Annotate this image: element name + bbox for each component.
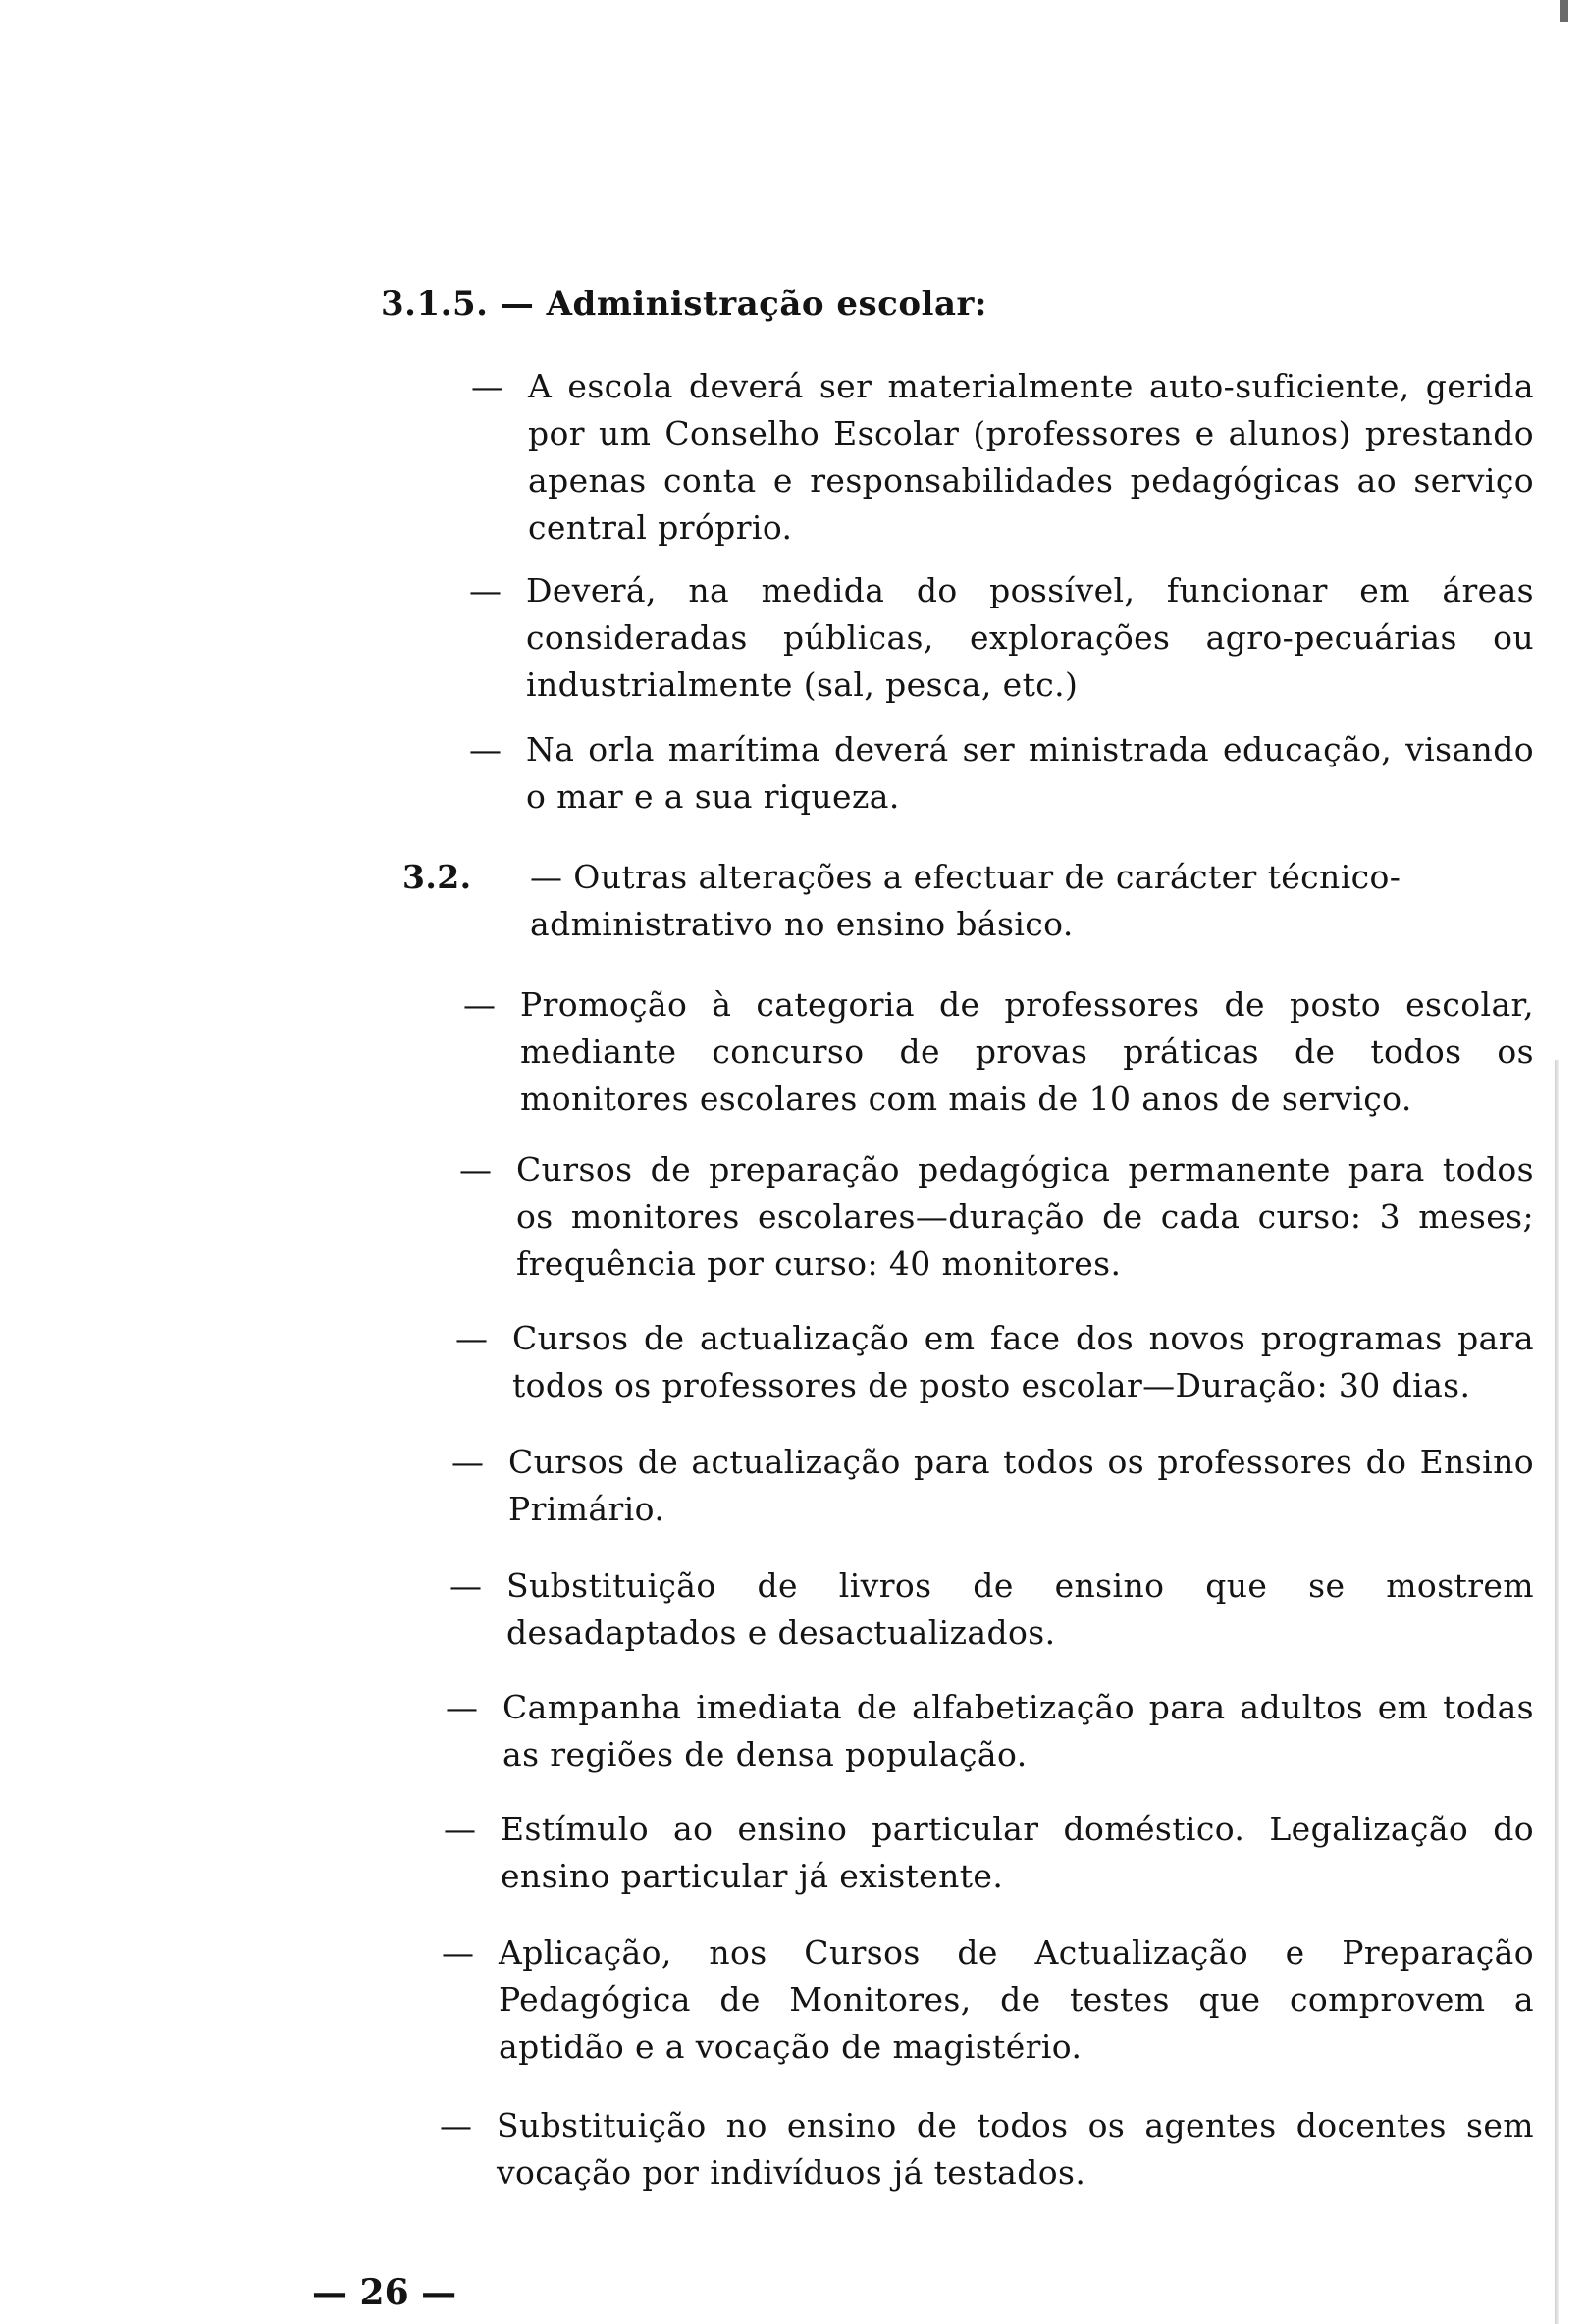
section-title: — Outras alterações a efectuar de carácter técnico-administrativo no ensino básico.: [530, 858, 1401, 943]
item-dash: —: [440, 2106, 473, 2144]
item-dash: —: [469, 571, 502, 609]
list-item: [455, 1315, 1534, 1409]
item-text: Aplicação, nos Cursos de Actualização e Preparação Pedagógica de Monitores, de testes que comprovem a aptidão e a vocação de magistério.: [499, 1933, 1534, 2066]
item-dash: —: [469, 730, 502, 768]
item-text: Estímulo ao ensino particular doméstico. Legalização do ensino particular já existente.: [501, 1810, 1534, 1895]
page-number: — 26 —: [312, 2272, 457, 2313]
list-item: [449, 1562, 1534, 1657]
list-item: [446, 1684, 1534, 1778]
section-title: — Administração escolar:: [500, 285, 987, 324]
scan-edge-mark: [1560, 0, 1568, 22]
section-3-2-heading: [402, 854, 1534, 948]
list-item: [444, 1806, 1534, 1900]
item-text: Substituição no ensino de todos os agentes docentes sem vocação por indivíduos já testados.: [497, 2106, 1534, 2192]
scan-edge-shadow: [1555, 1060, 1559, 2324]
item-text: Substituição de livros de ensino que se mostrem desadaptados e desactualizados.: [506, 1566, 1534, 1652]
item-text: Cursos de actualização para todos os professores do Ensino Primário.: [508, 1443, 1534, 1528]
list-item: [469, 726, 1534, 820]
item-dash: —: [455, 1319, 489, 1357]
item-dash: —: [444, 1810, 477, 1848]
item-dash: —: [446, 1688, 479, 1726]
list-item: [469, 567, 1534, 709]
item-dash: —: [449, 1566, 483, 1605]
item-text: A escola deverá ser materialmente auto-suficiente, gerida por um Conselho Escolar (professores e alunos) prestando apenas conta e responsabilidades pedagógicas ao serviço central próprio.: [528, 367, 1534, 547]
section-number: 3.2.: [402, 858, 472, 896]
item-text: Cursos de actualização em face dos novos programas para todos os professores de posto escolar—Duração: 30 dias.: [512, 1319, 1534, 1404]
item-text: Na orla marítima deverá ser ministrada educação, visando o mar e a sua riqueza.: [526, 730, 1534, 816]
item-text: Cursos de preparação pedagógica permanente para todos os monitores escolares—duração de cada curso: 3 meses; frequência por curso: 40 monitores.: [516, 1150, 1534, 1283]
section-number: 3.1.5.: [381, 285, 489, 324]
item-dash: —: [459, 1150, 493, 1188]
item-text: Deverá, na medida do possível, funcionar em áreas consideradas públicas, explorações agro-pecuárias ou industrialmente (sal, pesca, etc.): [526, 571, 1534, 704]
item-text: Promoção à categoria de professores de posto escolar, mediante concurso de provas práticas de todos os monitores escolares com mais de 10 anos de serviço.: [520, 985, 1534, 1118]
item-dash: —: [442, 1933, 475, 1972]
section-3-1-5-heading: [381, 281, 987, 328]
list-item: [459, 1146, 1534, 1288]
item-dash: —: [463, 985, 497, 1024]
item-text: Campanha imediata de alfabetização para adultos em todas as regiões de densa população.: [502, 1688, 1534, 1773]
list-item: [451, 1439, 1534, 1533]
item-dash: —: [451, 1443, 485, 1481]
list-item: [463, 981, 1534, 1123]
list-item: [471, 363, 1534, 552]
list-item: [442, 1929, 1534, 2071]
list-item: [440, 2102, 1534, 2196]
item-dash: —: [471, 367, 504, 405]
